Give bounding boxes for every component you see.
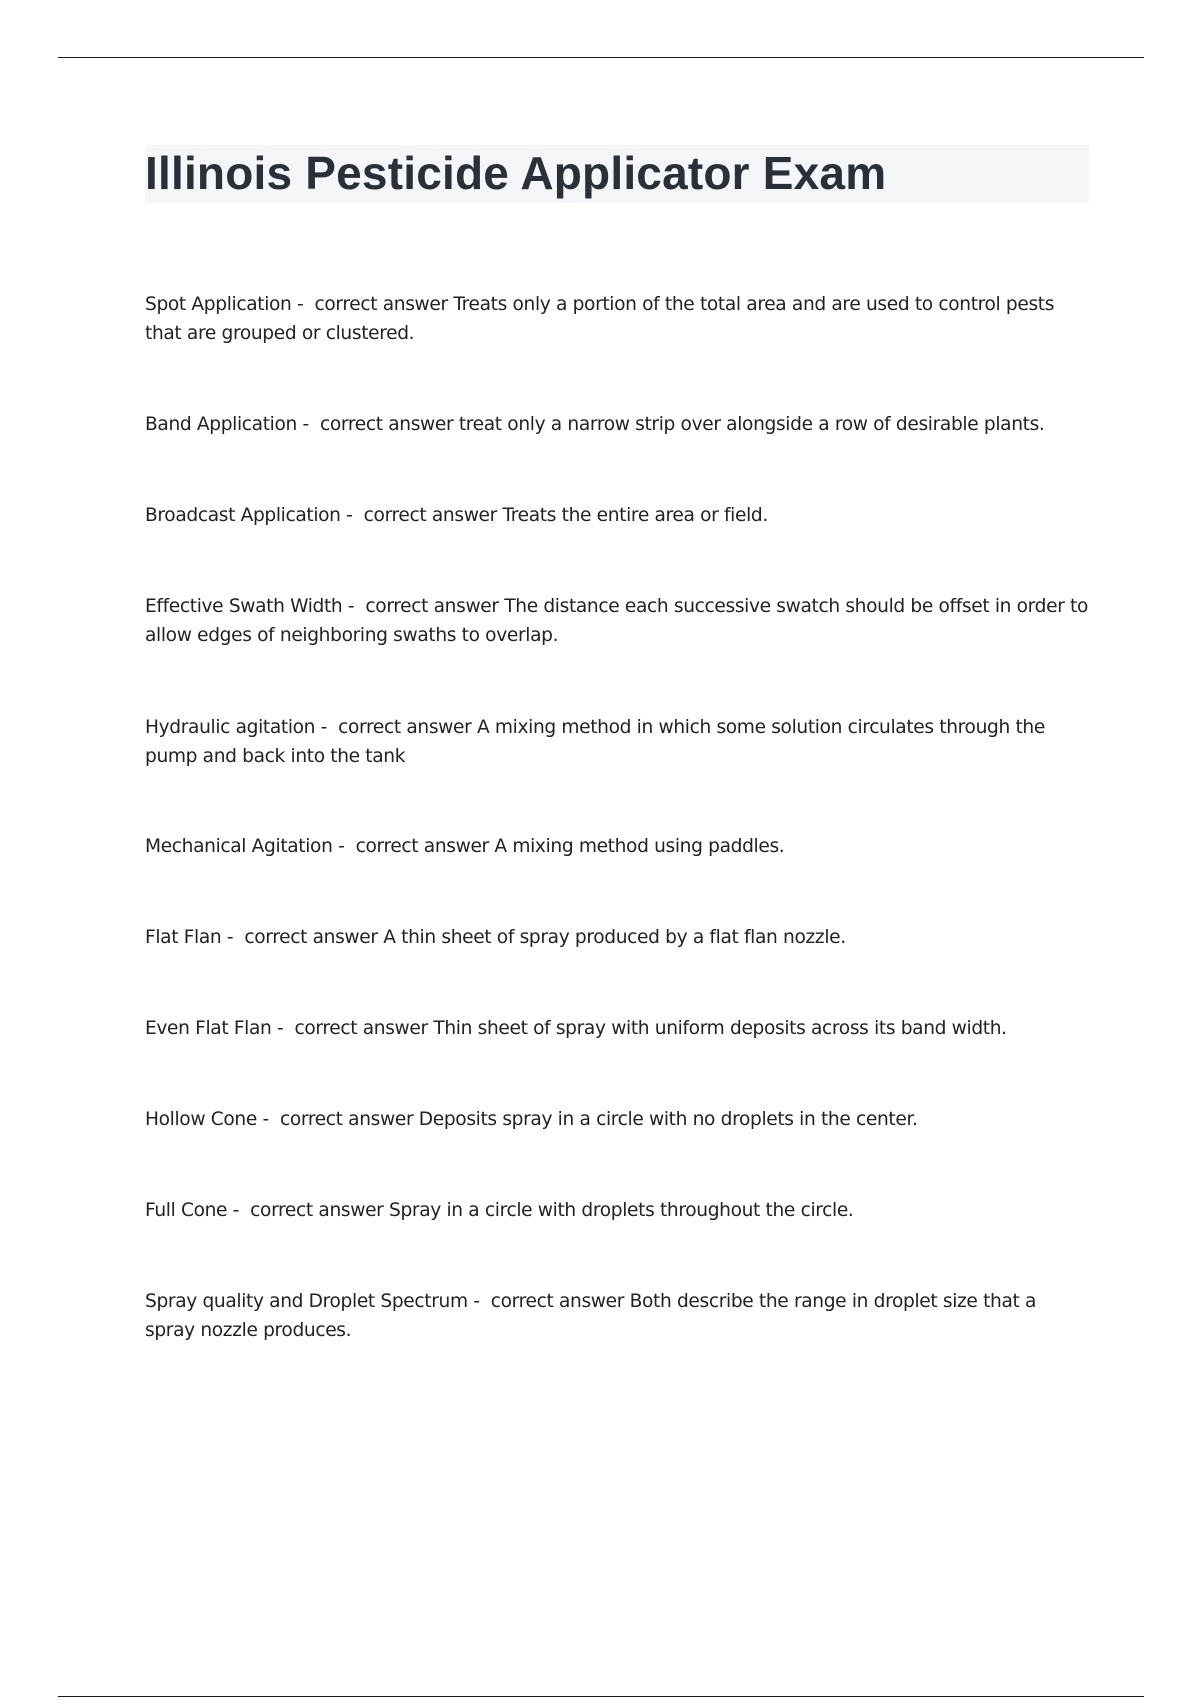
qa-answer: Deposits spray in a circle with no droplets in the center.: [418, 1109, 918, 1130]
qa-entry-spot-application: [145, 290, 1090, 348]
qa-separator: - correct answer: [291, 294, 454, 315]
qa-answer: Thin sheet of spray with uniform deposits across its band width.: [433, 1018, 1007, 1039]
qa-separator: - correct answer: [271, 1018, 434, 1039]
qa-term: Spray quality and Droplet Spectrum: [145, 1291, 468, 1312]
qa-separator: - correct answer: [342, 596, 505, 617]
qa-entry-flat-flan: [145, 923, 1090, 952]
qa-term: Broadcast Application: [145, 505, 341, 526]
qa-term: Spot Application: [145, 294, 292, 315]
qa-answer: A thin sheet of spray produced by a flat flan nozzle.: [383, 927, 846, 948]
qa-separator: - correct answer: [332, 836, 495, 857]
qa-term: Flat Flan: [145, 927, 222, 948]
qa-entry-broadcast-application: [145, 501, 1090, 530]
qa-entry-mechanical-agitation: [145, 832, 1090, 861]
qa-separator: - correct answer: [340, 505, 503, 526]
qa-term: Hollow Cone: [145, 1109, 257, 1130]
qa-answer: Treats only a portion of the total area and are used to control pests that are grouped or clustered.: [145, 294, 1055, 344]
qa-term: Even Flat Flan: [145, 1018, 272, 1039]
qa-separator: - correct answer: [467, 1291, 630, 1312]
top-rule: [58, 57, 1144, 58]
qa-entry-spray-quality: [145, 1287, 1090, 1345]
qa-answer: Treats the entire area or field.: [502, 505, 768, 526]
qa-term: Mechanical Agitation: [145, 836, 333, 857]
qa-separator: - correct answer: [315, 717, 477, 738]
bottom-rule: [58, 1696, 1144, 1697]
qa-term: Band Application: [145, 414, 297, 435]
qa-separator: - correct answer: [221, 927, 384, 948]
qa-separator: - correct answer: [256, 1109, 419, 1130]
page-title: Illinois Pesticide Applicator Exam: [145, 147, 887, 199]
qa-answer: A mixing method using paddles.: [494, 836, 785, 857]
qa-entry-hollow-cone: [145, 1105, 1090, 1134]
qa-entry-even-flat-flan: [145, 1014, 1090, 1043]
qa-entry-effective-swath-width: [145, 592, 1090, 650]
qa-separator: - correct answer: [227, 1200, 390, 1221]
qa-answer: treat only a narrow strip over alongside a row of desirable plants.: [458, 414, 1045, 435]
qa-entry-band-application: [145, 410, 1090, 439]
qa-answer: Spray in a circle with droplets throughout the circle.: [389, 1200, 854, 1221]
qa-answer: The distance each successive swatch should be offset in order to allow edges of neighboring swaths to overlap.: [145, 596, 1089, 646]
qa-separator: - correct answer: [296, 414, 459, 435]
qa-entry-hydraulic-agitation: [145, 713, 1090, 771]
qa-answer: A mixing method in which some solution circulates through the pump and back into the tank: [145, 717, 1045, 767]
qa-term: Effective Swath Width: [145, 596, 343, 617]
qa-term: Full Cone: [145, 1200, 228, 1221]
qa-term: Hydraulic agitation: [145, 717, 316, 738]
qa-entry-full-cone: [145, 1196, 1090, 1225]
qa-answer: Both describe the range in droplet size that a spray nozzle produces.: [145, 1291, 1037, 1341]
